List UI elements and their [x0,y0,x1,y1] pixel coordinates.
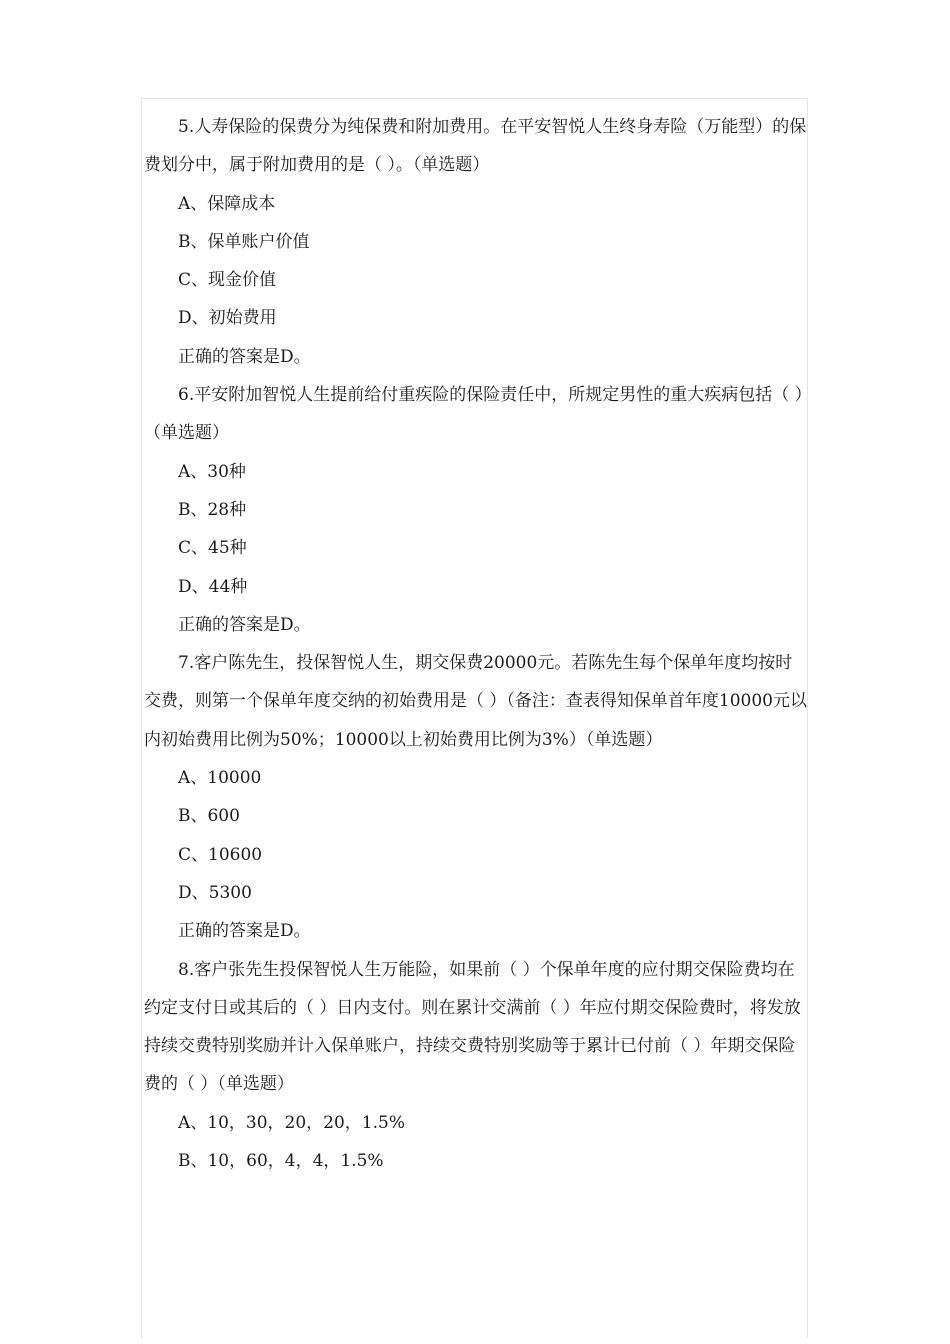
option-a: A、30种 [178,461,246,482]
question-text: 6.平安附加智悦人生提前给付重疾险的保险责任中，所规定男性的重大疾病包括（ ）（单选题） [144,385,804,444]
option-d: D、初始费用 [178,308,277,329]
question-5 [144,108,808,376]
question-text: 8.客户张先生投保智悦人生万能险，如果前（ ）个保单年度的应付期交保险费均在约定支付日或其后的（ ）日内支付。则在累计交满前（ ）年应付期交保险费时，将发放持续交费特别奖励并计入保单账户，持续交费特别奖励等于累计已付前（ ）年期交保险费的（ ）（单选题） [144,959,801,1095]
question-8 [144,951,808,1181]
option-c: C、10600 [178,844,263,865]
question-text: 5.人寿保险的保费分为纯保费和附加费用。在平安智悦人生终身寿险（万能型）的保费划分中，属于附加费用的是（ ）。（单选题） [144,117,807,176]
option-b: B、28种 [178,499,247,520]
question-7 [144,644,808,950]
question-text: 7.客户陈先生，投保智悦人生，期交保费20000元。若陈先生每个保单年度均按时交费，则第一个保单年度交纳的初始费用是（ ）（备注：查表得知保单首年度10000元以内初始费用比例为50%；10000以上初始费用比例为3%）（单选题） [144,653,807,750]
answer-text: 正确的答案是D。 [178,346,311,367]
option-a: A、10，30，20，20，1.5% [178,1112,405,1133]
option-a: A、保障成本 [178,193,276,214]
option-d: D、44种 [178,576,248,597]
document-content [144,108,808,1180]
option-b: B、保单账户价值 [178,231,310,252]
option-a: A、10000 [178,768,262,789]
question-6 [144,376,808,644]
option-c: C、现金价值 [178,270,277,291]
option-b: B、10，60，4，4，1.5% [178,1151,384,1172]
answer-text: 正确的答案是D。 [178,921,311,942]
option-d: D、5300 [178,882,252,903]
answer-text: 正确的答案是D。 [178,614,311,635]
option-b: B、600 [178,806,240,827]
option-c: C、45种 [178,538,247,559]
